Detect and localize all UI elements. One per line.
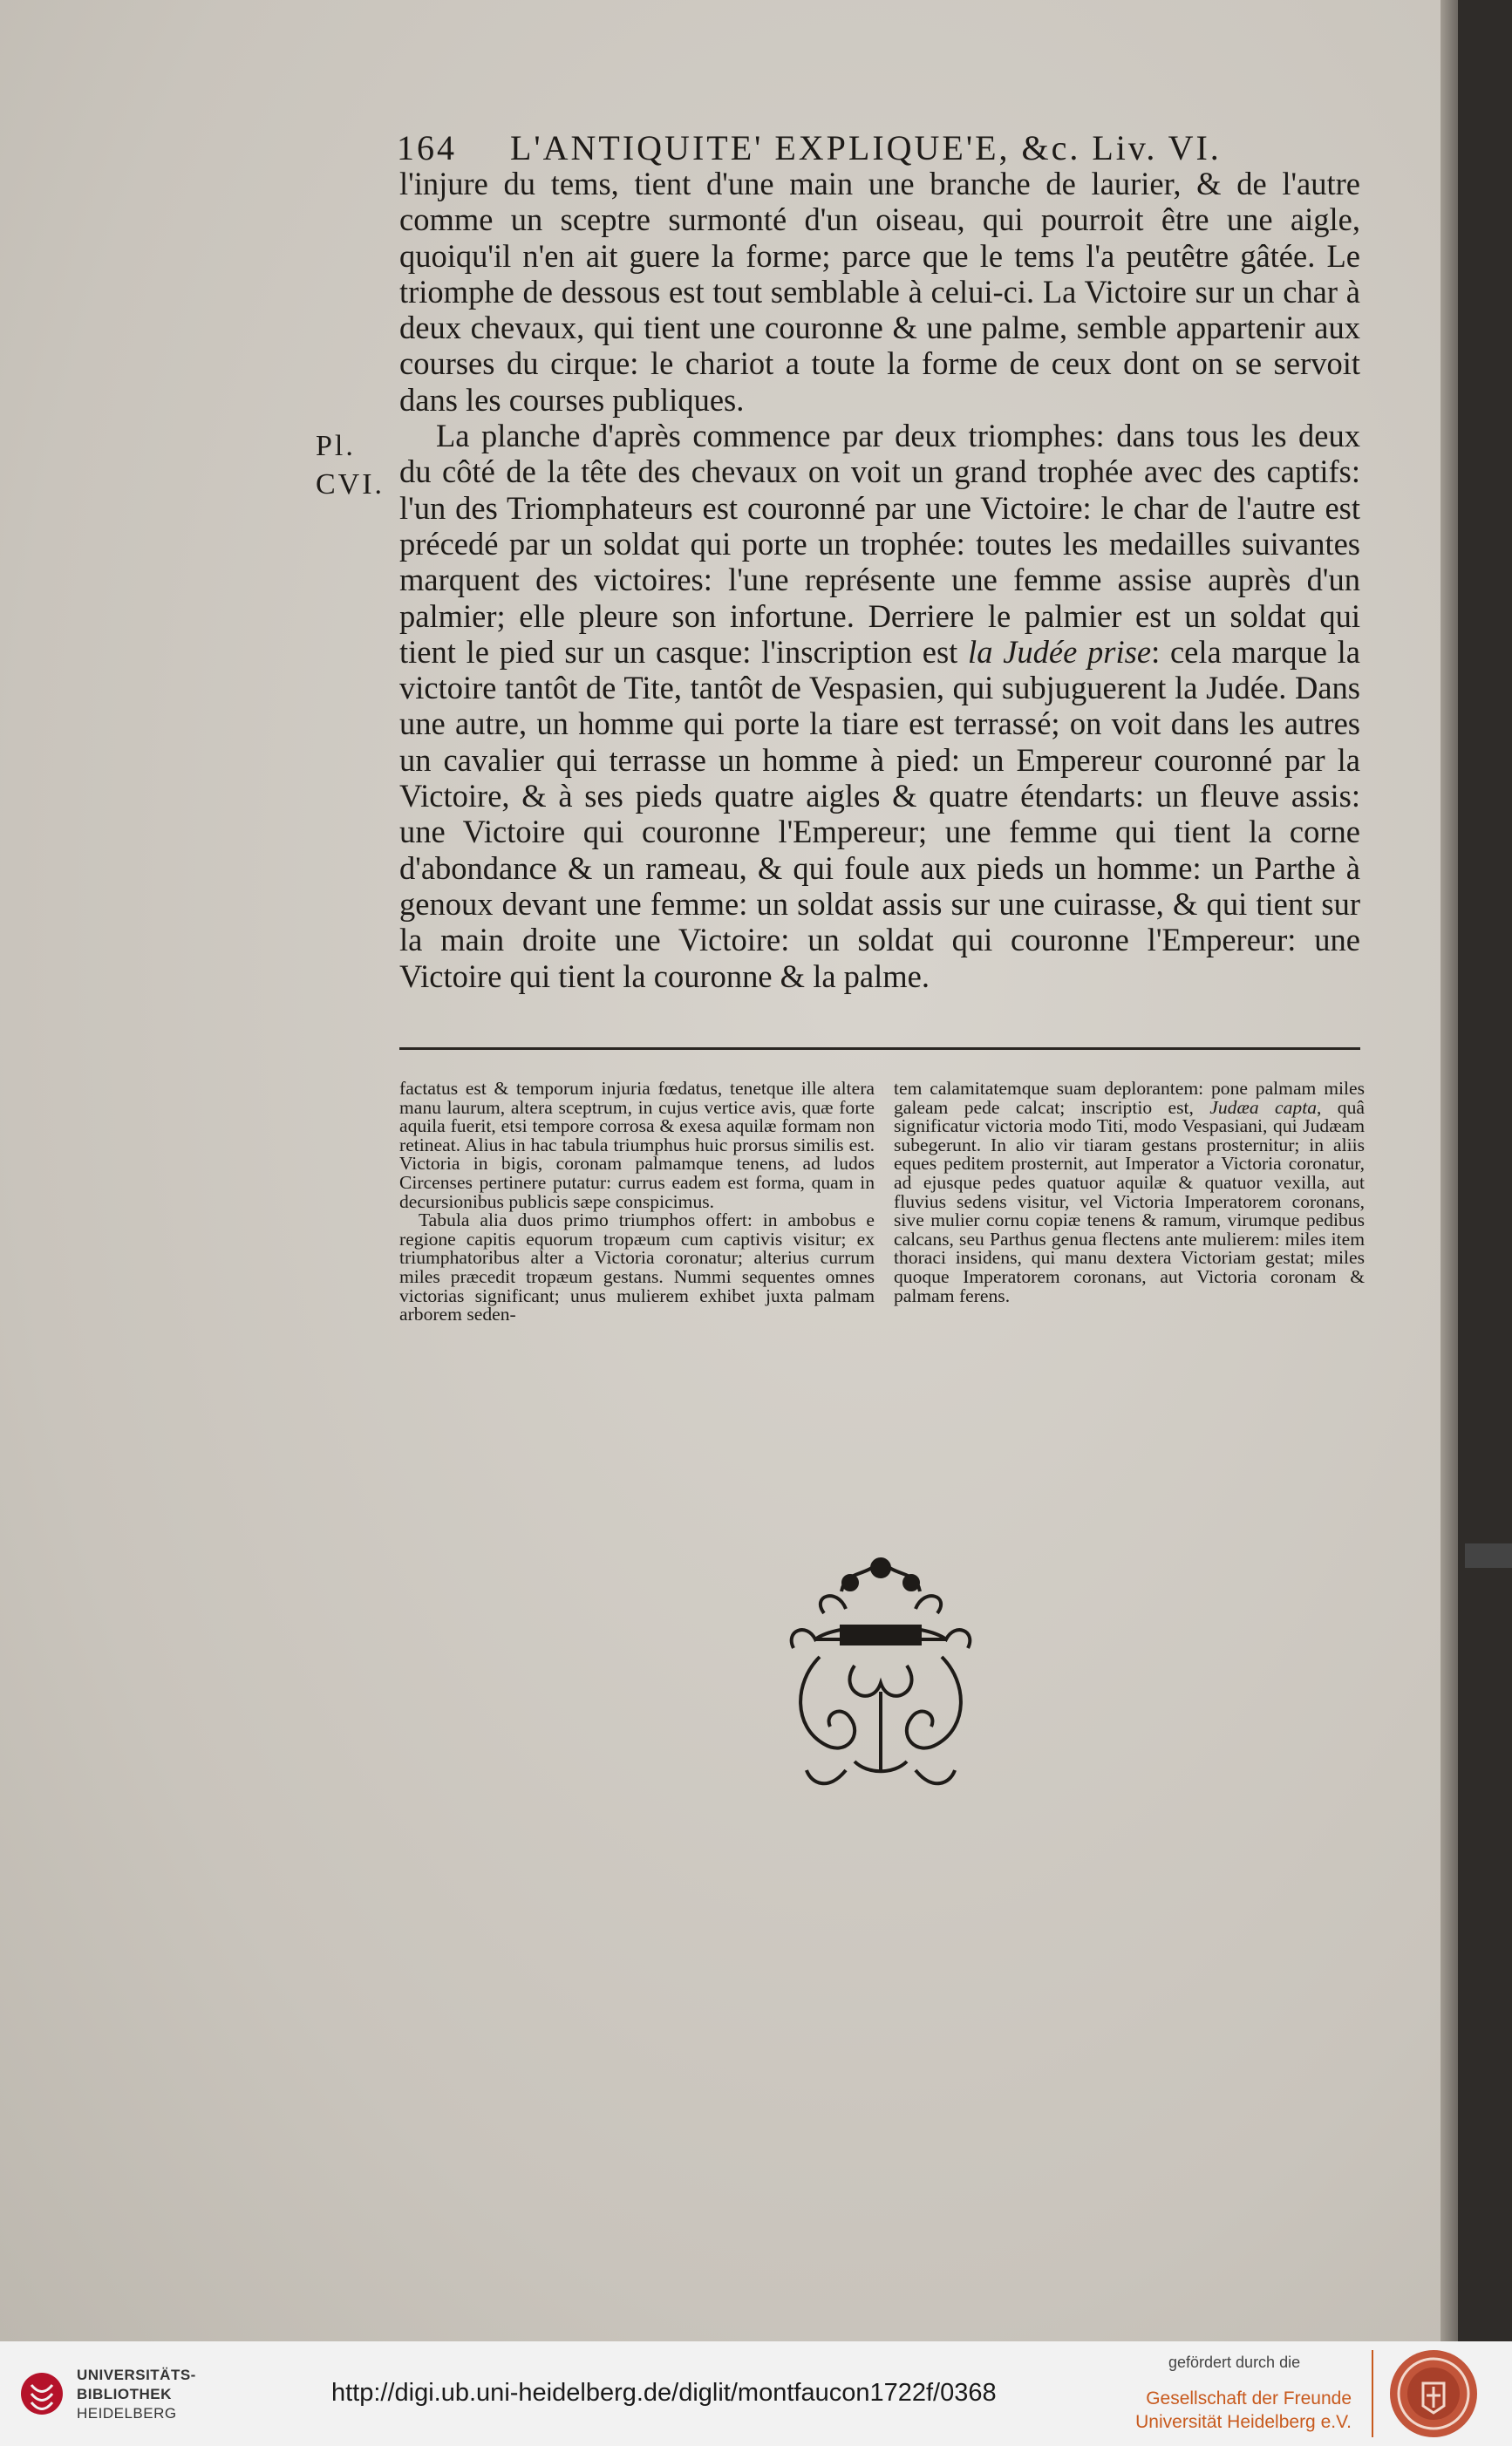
library-name: [77, 2366, 196, 2423]
running-header: [397, 127, 1286, 171]
floral-ornament-icon: [759, 1543, 1003, 1805]
french-paragraph-2: [399, 418, 1360, 994]
section-divider-rule: [399, 1047, 1360, 1050]
library-name-line2: BIBLIOTHEK: [77, 2386, 172, 2402]
latin-column-left: [399, 1080, 875, 1325]
sponsor-divider: [1372, 2350, 1373, 2437]
sponsor-name-line1: Gesellschaft der Freunde: [1146, 2388, 1352, 2409]
digitization-footer: [0, 2341, 1512, 2446]
latin-right-part-a: tem calamitatemque suam deplorantem: pone palmam miles galeam pede calcat; inscriptio est,: [894, 1078, 1365, 1118]
latin-right-paragraph-1: [894, 1080, 1365, 1305]
running-title: L'ANTIQUITE' EXPLIQUE'E, &c. Liv. VI.: [510, 128, 1222, 167]
viewer-edge-tab: [1465, 1543, 1512, 1568]
french-paragraph-2-part-b: : cela marque la victoire tantôt de Tite, tantôt de Vespasien, qui subjuguerent la Judée. Dans une autre, un homme qui porte la tiare est terrassé; on voit dans les autres un cavalier qui terrasse un homme à pied: un Empereur couronné par la Victoire, & à ses pieds quatre aigles & quatre étendarts: un fleuve assis: une Victoire qui couronne l'Empereur; une femme qui tient la corne d'abondance & un rameau, & qui foule aux pieds un homme: un Parthe à genoux devant une femme: un soldat assis sur une cuirasse, & qui tient sur la main droite une Victoire: un soldat qui couronne l'Empereur: une Victoire qui tient la couronne & la palme.: [399, 633, 1361, 994]
plate-reference: [316, 427, 403, 504]
library-name-line1: UNIVERSITÄTS-: [77, 2367, 196, 2383]
sponsor-label: gefördert durch die: [1168, 2354, 1301, 2371]
plate-reference-line1: Pl.: [316, 430, 356, 462]
library-name-line3: HEIDELBERG: [77, 2405, 177, 2422]
page-number: 164: [397, 128, 457, 167]
page-edge-shadow: [1440, 0, 1458, 2341]
sponsor-name[interactable]: [1129, 2387, 1352, 2434]
french-paragraph-2-part-a: La planche d'après commence par deux triomphes: dans tous les deux du côté de la tête des chevaux on voit un grand trophée avec des captifs: l'un des Triomphateurs est couronné par une Victoire: le char de l'autre est précedé par un soldat qui porte un trophée: toutes les medailles suivantes marquent des victoires: l'une représente une femme assise auprès d'un palmier; elle pleure son infortune. Derriere le palmier est un soldat qui tient le pied sur un casque: l'inscription est: [399, 418, 1360, 670]
latin-left-paragraph-2: Tabula alia duos primo triumphos offert: in ambobus e regione capitis equorum tropæum cum captivis visitur; ex triumphatoribus alter a Victoria coronatur; alterius currum miles præcedit tropæum gestans. Nummi sequentes omnes victorias significant; unus mulierem exhibet juxta palmam arborem seden-: [399, 1209, 875, 1325]
latin-column-right: [894, 1080, 1365, 1305]
university-seal-icon: [1388, 2348, 1479, 2439]
latin-inscription-italic: Judæa capta: [1209, 1096, 1318, 1118]
library-logo-icon: [19, 2371, 65, 2416]
latin-right-part-b: , quâ significatur victoria modo Titi, modo Vespasiani, qui Judæam subegerunt. In alio vir tiaram gestans prosternitur; in aliis eques peditem prosternit, aut Imperator a Victoria coronatur, ad ejusque pedes quatuor aquilæ & quatuor vexilla, aut fluvius sedens visitur, vel Victoria Imperatorem coronans, sive mulier cornu copiæ tenens & ramum, virumque pedibus calcans, seu Parthus genua flectens ante mulierem: miles item thoraci insidens, qui manu dextera Victoriam gestat; miles quoque Imperatorem coronans, aut Victoria coronam & palmam ferens.: [894, 1096, 1365, 1306]
french-paragraph-1: l'injure du tems, tient d'une main une branche de laurier, & de l'autre comme un sceptre surmonté d'un oiseau, qui pourroit être une aigle, quoiqu'il n'en ait guere la forme; parce que le tems l'a peutêtre gâtée. Le triomphe de dessous est tout semblable à celui-ci. La Victoire sur un char à deux chevaux, qui tient une couronne & une palme, semble appartenir aux courses du cirque: le chariot a toute la forme de ceux dont on se servoit dans les courses publiques.: [399, 166, 1360, 418]
french-inscription-italic: la Judée prise: [968, 633, 1152, 670]
latin-left-paragraph-1: factatus est & temporum injuria fœdatus, tenetque ille altera manu laurum, altera sceptrum, in cujus vertice avis, quæ forte aquila fuerit, etsi tempore corrosa & exesa aquilæ formam non retineat. Alius in hac tabula triumphus huic prorsus similis est. Victoria in bigis, coronam palmamque tenens, ad ludos Circenses pertinere putatur: currus eadem est forma, quam in decursionibus publicis sæpe conspicimus.: [399, 1078, 875, 1212]
french-text-block: [399, 166, 1360, 994]
plate-reference-line2: CVI.: [316, 468, 385, 501]
sponsor-name-line2: Universität Heidelberg e.V.: [1135, 2412, 1352, 2432]
permalink-url[interactable]: http://digi.ub.uni-heidelberg.de/diglit/montfaucon1722f/0368: [331, 2379, 997, 2407]
